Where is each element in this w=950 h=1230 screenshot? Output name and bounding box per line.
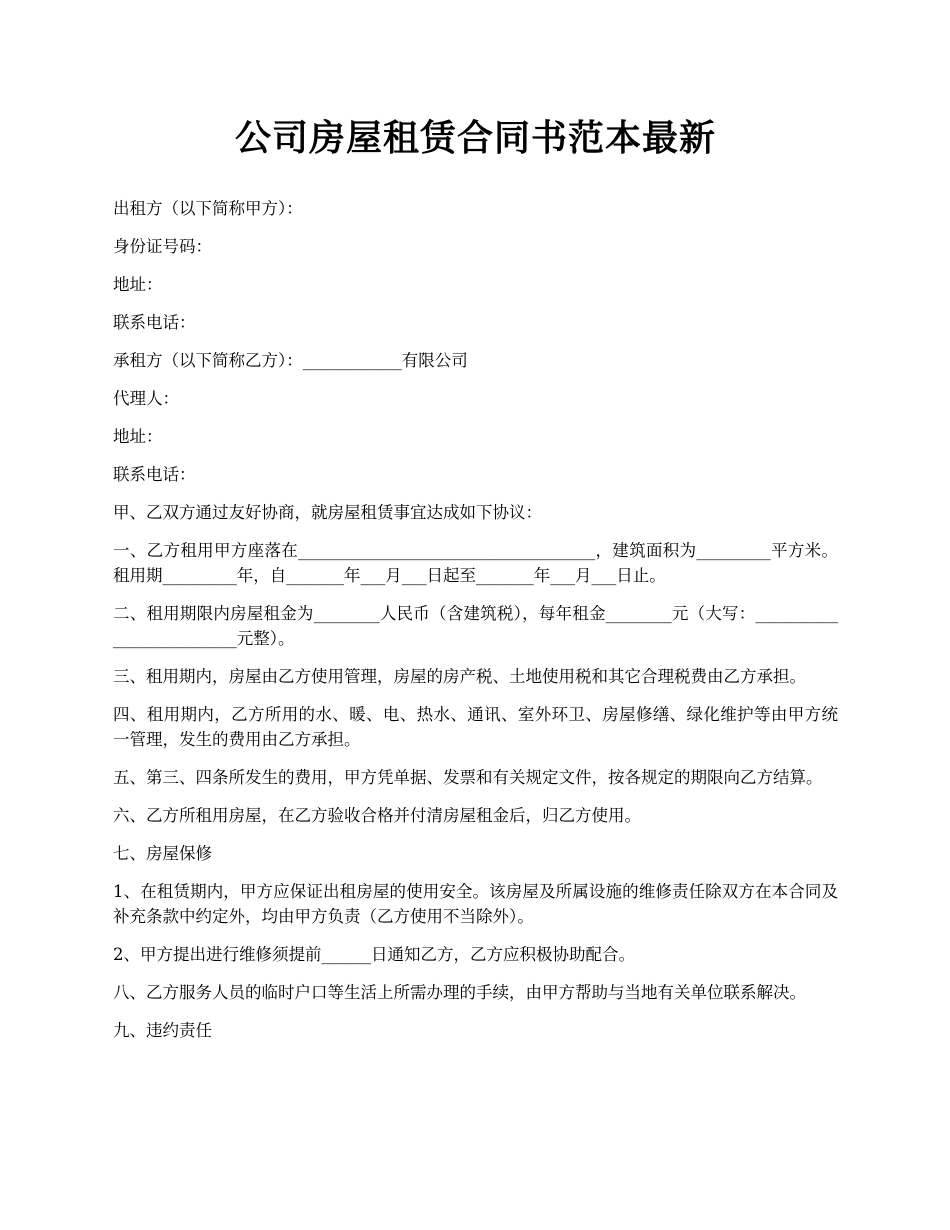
lessor-address-line: 地址：	[113, 275, 163, 294]
clause-1: 一、乙方租用甲方座落在____________________________________，建筑面积为_________平方米。租用期_________年，自_______年___月___日起至_______年___月___日止。	[113, 541, 838, 585]
clause-9-heading: 九、违约责任	[113, 1021, 212, 1040]
clause-4: 四、租用期内，乙方所用的水、暖、电、热水、通讯、室外环卫、房屋修缮、绿化维护等由甲方统一管理，发生的费用由乙方承担。	[113, 705, 838, 749]
clause-7-heading: 七、房屋保修	[113, 844, 212, 863]
clause-6: 六、乙方所租用房屋，在乙方验收合格并付清房屋租金后，归乙方使用。	[113, 806, 641, 825]
agent-line: 代理人：	[113, 389, 179, 408]
clause-5: 五、第三、四条所发生的费用，甲方凭单据、发票和有关规定文件，按各规定的期限向乙方结算。	[113, 768, 823, 787]
lessee-line: 承租方（以下简称乙方）：____________有限公司	[113, 351, 468, 370]
lessor-line: 出租方（以下简称甲方）：	[113, 199, 303, 218]
agreement-intro: 甲、乙双方通过友好协商，就房屋租赁事宜达成如下协议：	[113, 503, 542, 522]
clause-7-item-1: 1、在租赁期内，甲方应保证出租房屋的使用安全。该房屋及所属设施的维修责任除双方在本合同及补充条款中约定外，均由甲方负责（乙方使用不当除外）。	[113, 882, 838, 926]
lessor-phone-line: 联系电话：	[113, 313, 196, 332]
clause-8: 八、乙方服务人员的临时户口等生活上所需办理的手续，由甲方帮助与当地有关单位联系解决。	[113, 983, 806, 1002]
document-title: 公司房屋租赁合同书范本最新	[234, 117, 716, 159]
clause-3: 三、租用期内，房屋由乙方使用管理，房屋的房产税、土地使用税和其它合理税费由乙方承担。	[113, 667, 806, 686]
lessee-phone-line: 联系电话：	[113, 465, 196, 484]
clause-7-item-2: 2、甲方提出进行维修须提前______日通知乙方，乙方应积极协助配合。	[113, 945, 635, 964]
id-number-line: 身份证号码：	[113, 237, 212, 256]
lessee-address-line: 地址：	[113, 427, 163, 446]
clause-2: 二、租用期限内房屋租金为________人民币（含建筑税），每年租金________元（大写：_________________________元整）。	[113, 604, 838, 648]
